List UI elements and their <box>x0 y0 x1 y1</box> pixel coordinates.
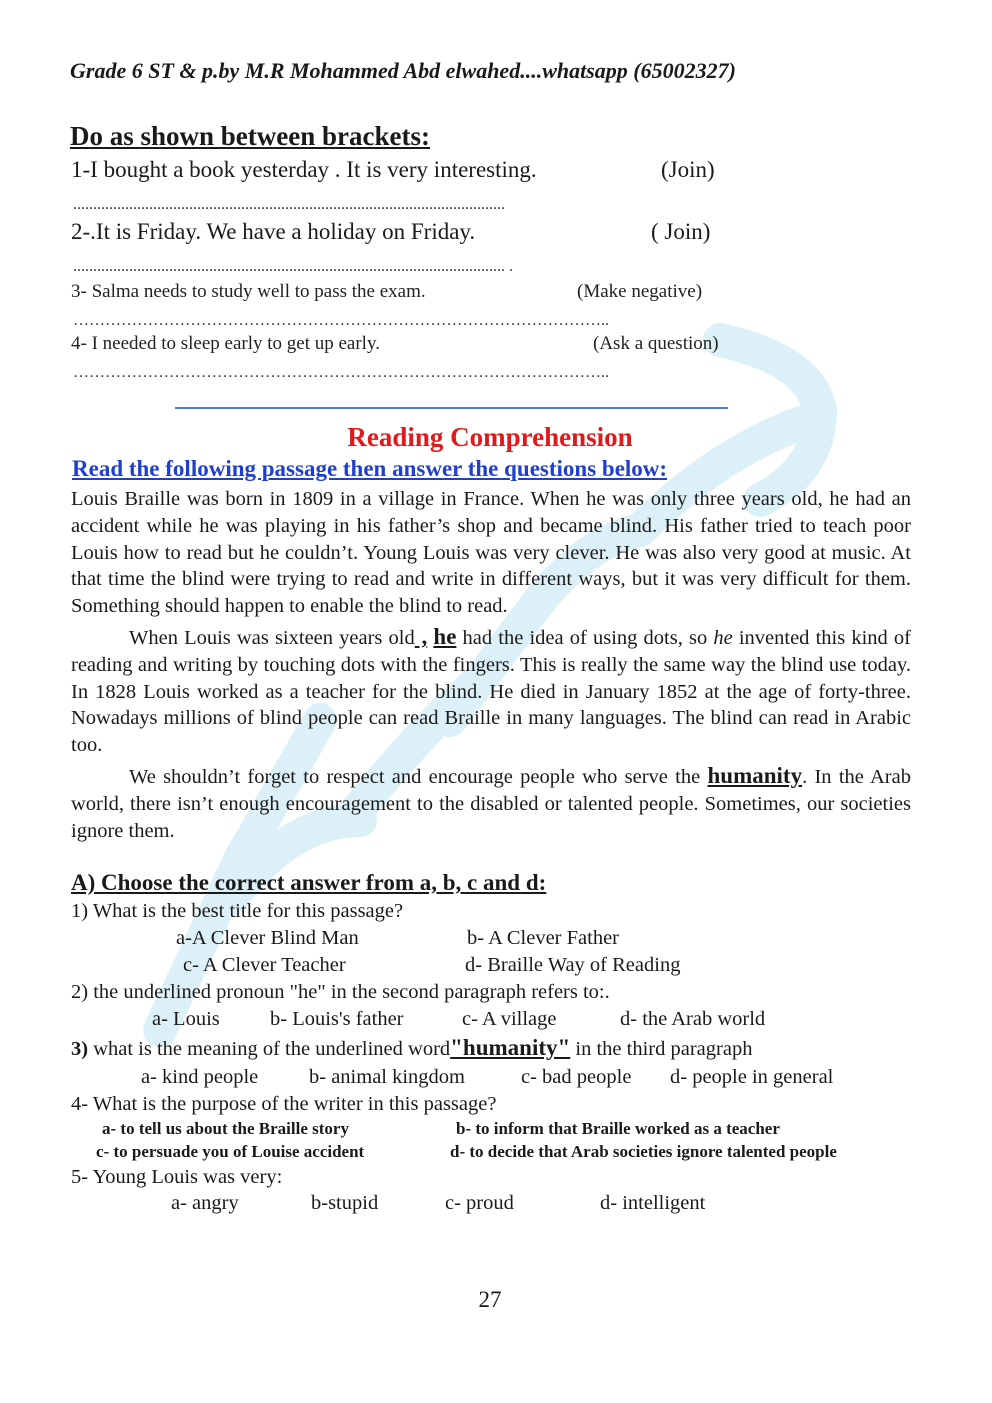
q3-underlined-word: "humanity" <box>450 1035 571 1060</box>
q1-option-d[interactable]: d- Braille Way of Reading <box>465 954 681 976</box>
passage-paragraph-3 <box>71 763 911 844</box>
q5-option-d[interactable]: d- intelligent <box>600 1192 706 1214</box>
page-number: 27 <box>478 1287 502 1312</box>
exercise-4-instruction: (Ask a question) <box>593 333 719 354</box>
answer-line-2[interactable]: ............................................................................................................ . <box>73 258 513 275</box>
q2-option-b[interactable]: b- Louis's father <box>270 1008 404 1030</box>
underlined-pronoun-he: he <box>433 623 457 649</box>
q2-option-a[interactable]: a- Louis <box>152 1008 220 1030</box>
q4-option-d[interactable]: d- to decide that Arab societies ignore talented people <box>450 1142 837 1161</box>
passage-paragraph-1: Louis Braille was born in 1809 in a village in France. When he was only three years old, he had an accident while he was playing in his father’s shop and became blind. His father tried to teach poor Louis how to read but he couldn’t. Young Louis was very clever. He was also very good at music. At that time the blind were trying to read and write in different ways, but it was very difficult for them. Something should happen to enable the blind to read. <box>71 488 911 618</box>
q3-option-c[interactable]: c- bad people <box>521 1066 632 1088</box>
q5-option-a[interactable]: a- angry <box>171 1192 239 1214</box>
para3-part-b: . In the Arab world, there isn’t enough encouragement to the disabled or talented people. Sometimes, our societies ignore them. <box>71 765 911 842</box>
italic-pronoun-he: he <box>713 626 733 649</box>
exercise-2-instruction: ( Join) <box>651 219 711 244</box>
q2-option-d[interactable]: d- the Arab world <box>620 1008 766 1030</box>
q5-option-c[interactable]: c- proud <box>445 1192 514 1214</box>
exercise-4-text: 4- I needed to sleep early to get up early. <box>71 333 380 354</box>
para3-part-a: We shouldn’t forget to respect and encourage people who serve the <box>129 765 708 788</box>
q3-option-a[interactable]: a- kind people <box>141 1066 259 1088</box>
q1-option-b[interactable]: b- A Clever Father <box>467 927 620 949</box>
reading-passage <box>71 486 911 844</box>
q1-option-c[interactable]: c- A Clever Teacher <box>183 954 346 976</box>
q2-option-c[interactable]: c- A village <box>462 1008 557 1030</box>
exercise-3-text: 3- Salma needs to study well to pass the exam. <box>71 281 426 302</box>
question-5: 5- Young Louis was very: <box>71 1166 283 1188</box>
answer-line-3[interactable]: ……………………………………………………………………………………….. <box>73 312 609 329</box>
passage-paragraph-2 <box>71 624 911 759</box>
section-title-brackets: Do as shown between brackets: <box>70 121 430 151</box>
answer-line-1[interactable]: ............................................................................................................ <box>73 196 505 213</box>
reading-title: Reading Comprehension <box>347 422 633 452</box>
q4-option-c[interactable]: c- to persuade you of Louise accident <box>96 1142 365 1161</box>
question-2: 2) the underlined pronoun "he" in the second paragraph refers to:. <box>71 981 610 1003</box>
q5-option-b[interactable]: b-stupid <box>311 1192 379 1214</box>
reading-instruction: Read the following passage then answer the questions below: <box>72 456 668 481</box>
para2-part-a: When Louis was sixteen years old <box>129 626 415 649</box>
question-1: 1) What is the best title for this passage? <box>71 900 404 922</box>
exercise-2-text: 2-.It is Friday. We have a holiday on Friday. <box>71 219 476 244</box>
q3-option-b[interactable]: b- animal kingdom <box>309 1066 466 1088</box>
para2-comma: , <box>414 623 428 649</box>
answer-line-4[interactable]: ……………………………………………………………………………………….. <box>73 364 609 381</box>
question-4: 4- What is the purpose of the writer in this passage? <box>71 1093 497 1115</box>
q4-option-b[interactable]: b- to inform that Braille worked as a teacher <box>456 1119 780 1138</box>
exercise-3-instruction: (Make negative) <box>577 281 703 302</box>
para2-part-c: invented this kind of reading and writing by touching dots with the fingers. This is really the same way the blind use today. In 1828 Louis worked as a teacher for the blind. He died in January 1852 at the age of forty-three. Nowadays millions of blind people can read Braille in many languages. The blind can read in Arabic too. <box>71 626 911 757</box>
q4-option-a[interactable]: a- to tell us about the Braille story <box>102 1119 349 1138</box>
para2-part-b: had the idea of using dots, so <box>456 626 714 649</box>
exercise-1-instruction: (Join) <box>661 157 715 182</box>
divider-rule <box>175 407 728 409</box>
question-3 <box>71 1035 752 1061</box>
q1-option-a[interactable]: a-A Clever Blind Man <box>176 927 359 949</box>
q3-text-a: what is the meaning of the underlined word <box>88 1038 451 1060</box>
q3-option-d[interactable]: d- people in general <box>670 1066 834 1088</box>
page-header: Grade 6 ST & p.by M.R Mohammed Abd elwahed....whatsapp (65002327) <box>70 58 736 83</box>
q3-text-b: in the third paragraph <box>570 1038 753 1060</box>
part-a-title: A) Choose the correct answer from a, b, c and d: <box>71 870 547 895</box>
q3-number: 3) <box>71 1038 89 1060</box>
exercise-1-text: 1-I bought a book yesterday . It is very interesting. <box>71 157 537 182</box>
underlined-word-humanity: humanity <box>707 762 803 788</box>
